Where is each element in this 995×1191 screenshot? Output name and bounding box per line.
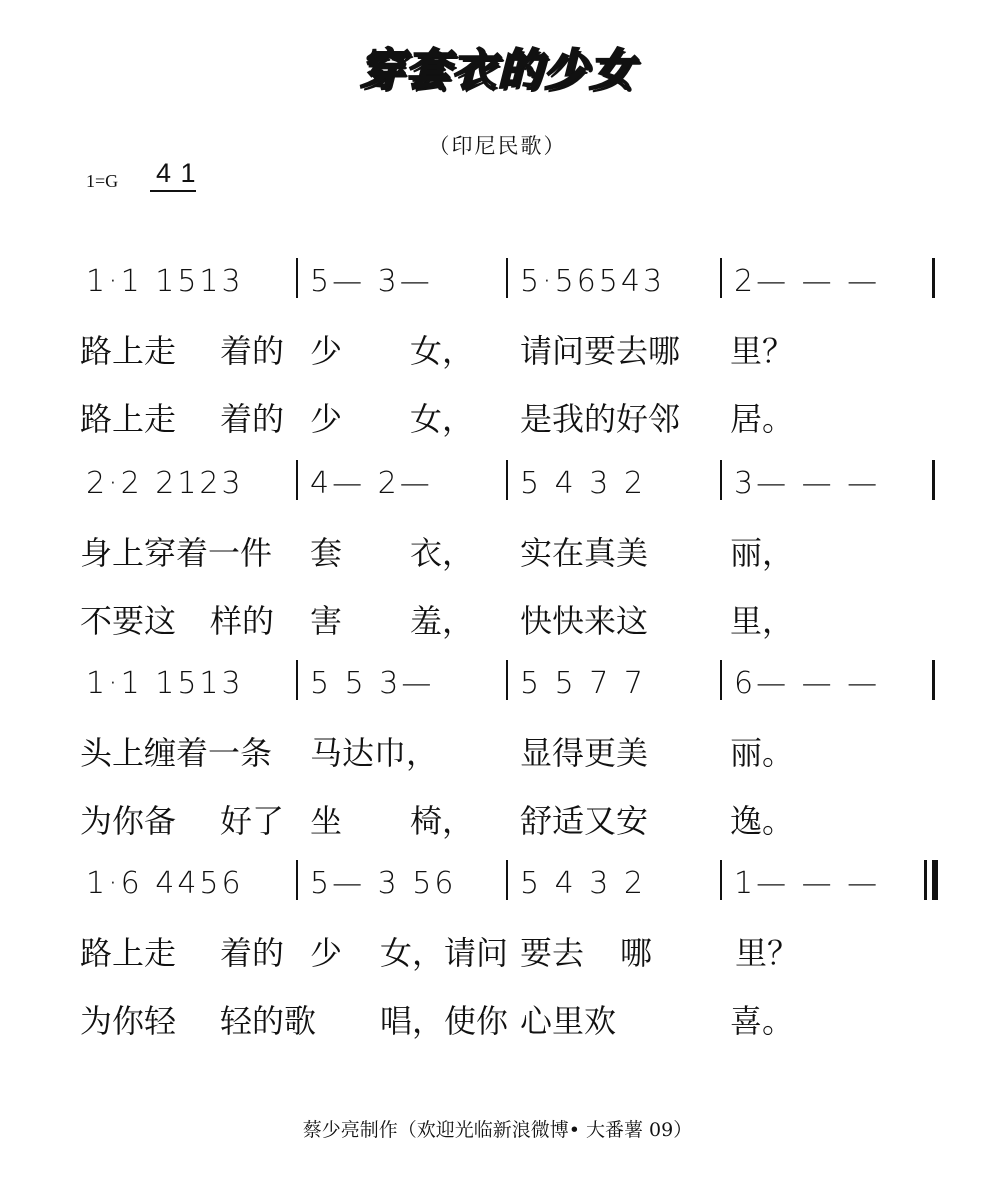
song-title: 穿套衣的少女: [359, 45, 636, 96]
barline: [720, 660, 722, 700]
measure: 5— 3 56: [310, 866, 457, 901]
barline: [296, 660, 298, 700]
lyric-word: 头上缠着一条: [80, 734, 273, 772]
time-signature: 4 1: [156, 158, 197, 188]
key-signature: 1=G: [86, 171, 119, 191]
lyric-word: 马达巾，: [310, 734, 439, 772]
lyric-verse-2: [80, 394, 940, 440]
measure: 2·2 2123: [86, 466, 244, 501]
barline: [932, 258, 935, 298]
notation-line: [86, 258, 946, 308]
barline: [720, 258, 722, 298]
barline: [506, 860, 508, 900]
lyric-word: 身上穿着一件: [80, 534, 273, 572]
measure: 2— — —: [734, 264, 881, 299]
notation-line: [86, 860, 946, 910]
measure: 1·6 4456: [86, 866, 244, 901]
lyric-word: 逸。: [730, 802, 795, 840]
lyric-word: 女，: [410, 400, 475, 438]
lyric-verse-2: [80, 596, 940, 642]
lyric-word: 好了: [220, 802, 285, 840]
lyric-word: 着的: [220, 400, 285, 438]
lyric-verse-2: [80, 996, 940, 1042]
lyric-word: 是我的好邻: [520, 400, 681, 438]
lyric-word: 里，: [730, 602, 795, 640]
barline: [720, 460, 722, 500]
lyric-word: 路上走: [80, 332, 177, 370]
measure: 5— 3—: [310, 264, 433, 299]
barline: [720, 860, 722, 900]
notation-line: [86, 460, 946, 510]
lyric-word: 羞，: [410, 602, 475, 640]
final-barline-thick: [932, 860, 938, 900]
lyric-word: 要去: [520, 934, 585, 972]
barline: [932, 460, 935, 500]
lyric-word: 哪: [620, 934, 653, 972]
barline: [506, 460, 508, 500]
lyric-word: 唱，使你: [380, 1002, 509, 1040]
lyric-word: 实在真美: [520, 534, 649, 572]
lyric-word: 路上走: [80, 934, 177, 972]
lyric-word: 样的: [210, 602, 275, 640]
lyric-word: 里？: [735, 934, 800, 972]
lyric-word: 害: [310, 602, 343, 640]
measure: 4— 2—: [310, 466, 433, 501]
lyric-word: 请问要去哪: [520, 332, 681, 370]
lyric-verse-1: [80, 528, 940, 574]
song-origin: （印尼民歌）: [428, 134, 567, 158]
lyric-word: 里？: [730, 332, 795, 370]
lyric-word: 为你轻: [80, 1002, 177, 1040]
lyric-word: 路上走: [80, 400, 177, 438]
barline: [296, 860, 298, 900]
lyric-word: 为你备: [80, 802, 177, 840]
lyric-word: 少: [310, 332, 343, 370]
lyric-word: 轻的歌: [220, 1002, 317, 1040]
lyric-word: 着的: [220, 332, 285, 370]
measure: 5 4 3 2: [520, 866, 646, 901]
lyric-verse-2: [80, 796, 940, 842]
measure: 1·1 1513: [86, 264, 244, 299]
time-signature-underline: [150, 190, 196, 192]
lyric-word: 少: [310, 400, 343, 438]
credits-footer: 蔡少亮制作（欢迎光临新浪微博• 大番薯 09）: [302, 1119, 693, 1141]
lyric-verse-1: [80, 326, 940, 372]
lyric-word: 舒适又安: [520, 802, 649, 840]
lyric-word: 喜。: [730, 1002, 795, 1040]
lyric-verse-1: [80, 928, 940, 974]
measure: 5·56543: [520, 264, 666, 299]
lyric-word: 居。: [730, 400, 795, 438]
measure: 1·1 1513: [86, 666, 244, 701]
lyric-word: 女，: [410, 332, 475, 370]
lyric-word: 着的: [220, 934, 285, 972]
measure: 6— — —: [734, 666, 881, 701]
lyric-word: 显得更美: [520, 734, 649, 772]
barline: [506, 660, 508, 700]
barline: [296, 258, 298, 298]
measure: 5 5 7 7: [520, 666, 646, 701]
barline: [932, 660, 935, 700]
lyric-word: 坐: [310, 802, 343, 840]
lyric-word: 快快来这: [520, 602, 649, 640]
measure: 5 5 3—: [310, 666, 435, 701]
lyric-word: 心里欢: [520, 1002, 617, 1040]
lyric-word: 椅，: [410, 802, 475, 840]
measure: 3— — —: [734, 466, 881, 501]
lyric-word: 衣，: [410, 534, 475, 572]
lyric-word: 丽，: [730, 534, 795, 572]
lyric-word: 丽。: [730, 734, 795, 772]
measure: 5 4 3 2: [520, 466, 646, 501]
notation-line: [86, 660, 946, 710]
measure: 1— — —: [734, 866, 881, 901]
barline: [506, 258, 508, 298]
lyric-word: 不要这: [80, 602, 177, 640]
lyric-word: 套: [310, 534, 343, 572]
final-barline-thin: [924, 860, 927, 900]
lyric-word: 女，请问: [380, 934, 509, 972]
barline: [296, 460, 298, 500]
lyric-verse-1: [80, 728, 940, 774]
lyric-word: 少: [310, 934, 343, 972]
